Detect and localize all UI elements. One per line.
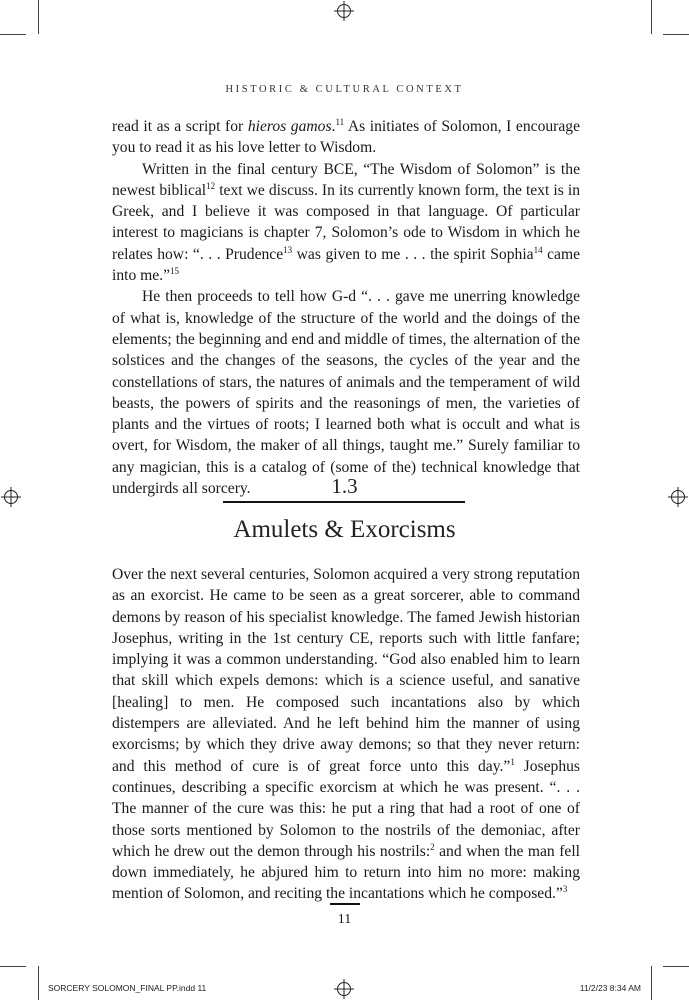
body-top (112, 116, 580, 499)
crop-mark (663, 966, 689, 967)
body-bottom (112, 564, 580, 905)
slug-right: 11/2/23 8:34 AM (579, 983, 641, 993)
paragraph: read it as a script for hieros gamos.$^{11}$ As initiates of Solomon, I encourage you to read it as his love letter to Wisdom. (112, 117, 580, 157)
footnote-ref: 1 (510, 756, 515, 767)
crop-mark (38, 0, 39, 34)
crop-mark (651, 0, 652, 34)
page-number: 11 (337, 912, 352, 927)
running-head: HISTORIC & CULTURAL CONTEXT (225, 84, 464, 95)
slug-left: SORCERY SOLOMON_FINAL PP.indd 11 (48, 983, 207, 993)
section-rule (223, 501, 465, 503)
paragraph: He then proceeds to tell how G-d “. . . gave me unerring knowledge of what is, knowledge of the structure of the world and the doings of the elements; the beginning and end and middle of times, the alternation of the solstices and the changes of the seasons, the cycles of the year and the constellations of stars, the natures of animals and the temperament of wild beasts, the powers of spirits and the reasonings of men, the varieties of plants and the virtues of roots; I learned both what is occult and what is overt, for Wisdom, the maker of all things, taught me.” Surely familiar to any magician, this is a catalog of (some of the) technical knowledge that undergirds all sorcery. (112, 288, 580, 498)
paragraph: Over the next several centuries, Solomon acquired a very strong reputation as an exorcist. He came to be seen as a great sorcerer, able to command demons by reason of his specialist knowledge. The famed Jewish historian Josephus, writing in the 1st century CE, reports such with little fanfare; implying it was a common understanding. “God also enabled him to learn that skill which expels demons: which is a science useful, and sanative [healing] to men. He composed such incantations also by which distempers are alleviated. And he left behind him the manner of using exorcisms; by which they drive away demons; so that they never return: and this method of cure is of great force unto this day.”$^1$ Josephus continues, describing a specific exorcism at which he was present. “. . . The manner of the cure was this: he put a ring that had a root of one of those sorts mentioned by Solomon to the nostrils of the demoniac, after which he drew out the demon through his nostrils:$^2$ and when the man fell down immediately, he abjured him to return into him no more: making mention of Solomon, and reciting the incantations which he composed.”$^3$ (112, 566, 580, 903)
crop-mark (0, 34, 26, 35)
crop-mark (663, 34, 689, 35)
section-number: 1.3 (331, 474, 358, 498)
paragraph: Written in the final century BCE, “The Wisdom of Solomon” is the newest biblical$^{12}$ text we discuss. In its currently known form, the text is in Greek, and I believe it was composed in that language. Of particular interest to magicians is chapter 7, Solomon’s ode to Wisdom in which he relates how: “. . . Prudence$^{13}$ was given to me . . . the spirit Sophia$^{14}$ came into me.”$^{15}$ (112, 160, 581, 285)
footnote-ref: 3 (562, 884, 568, 895)
section-title: Amulets & Exorcisms (233, 516, 456, 543)
footnote-ref: 14 (533, 244, 543, 255)
crop-mark (0, 966, 26, 967)
registration-mark-icon (337, 4, 351, 18)
footnote-ref: 11 (335, 117, 345, 127)
footnote-ref: 15 (170, 266, 180, 277)
crop-mark (651, 966, 652, 1000)
crop-mark (38, 966, 39, 1000)
registration-mark-icon (337, 982, 351, 996)
footnote-ref: 12 (206, 180, 216, 191)
folio-rule (330, 903, 360, 905)
footnote-ref: 2 (430, 841, 435, 852)
footnote-ref: 13 (283, 244, 293, 255)
